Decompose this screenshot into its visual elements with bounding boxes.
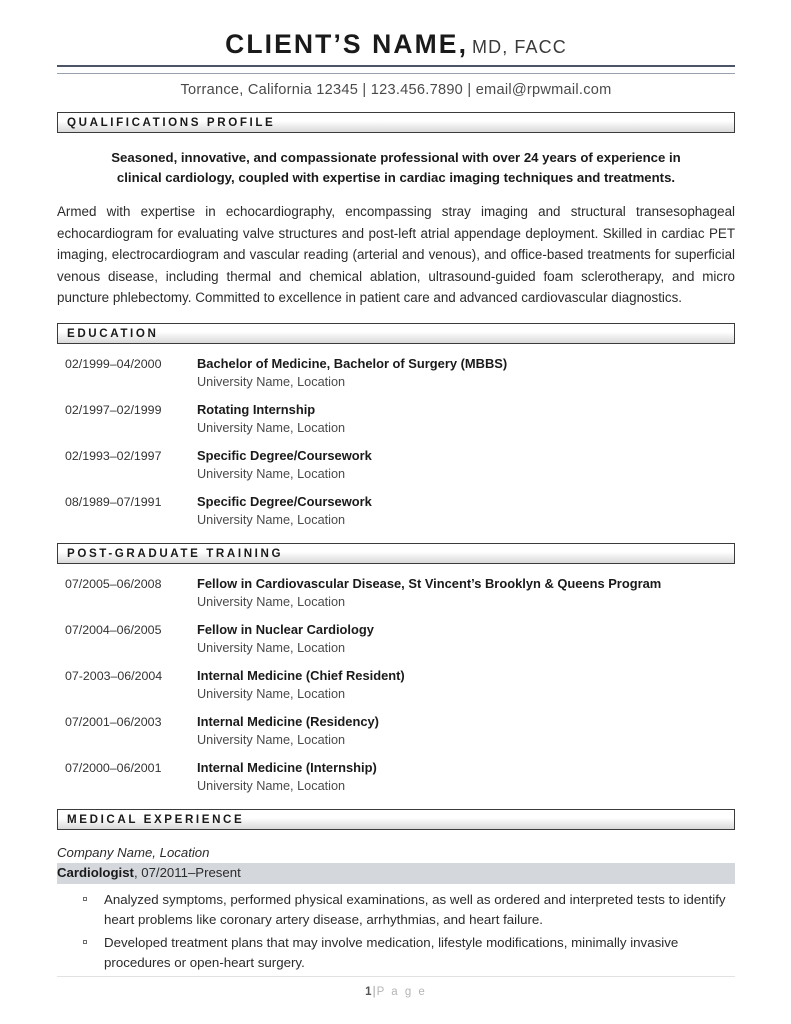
list-item	[57, 890, 735, 931]
entry-detail	[197, 493, 735, 529]
contact-line: Torrance, California 12345 | 123.456.7890 | email@rpwmail.com	[180, 82, 612, 98]
education-entry	[57, 401, 735, 437]
entry-detail	[197, 447, 735, 483]
entry-title: Internal Medicine (Residency)	[197, 713, 379, 729]
list-item	[57, 933, 735, 974]
entry-title: Specific Degree/Coursework	[197, 447, 372, 463]
entry-dates: 07/2004–06/2005	[65, 622, 162, 637]
section-title-qualifications: QUALIFICATIONS PROFILE	[67, 116, 276, 129]
entry-dates: 07-2003–06/2004	[65, 668, 163, 683]
resume-page	[57, 0, 735, 1024]
profile-body: Armed with expertise in echocardiography, encompassing stray imaging and structural transesophageal echocardiogram for evaluating valve structures and post-left atrial appendage deployment. Skilled in cardiac PET imaging, electrocardiogram and vascular reading (arterial and venous), and office-based treatments for superficial venous disease, including thermal and chemical ablation, ultrasound-guided foam sclerotherapy, and micro puncture phlebectomy. Committed to excellence in patient care and advanced cardiovascular diagnostics.	[57, 204, 735, 305]
section-header-post-graduate	[57, 543, 735, 564]
entry-detail	[197, 667, 735, 703]
post-graduate-entries	[57, 575, 735, 795]
entry-subtitle: University Name, Location	[197, 466, 346, 481]
education-entry	[57, 447, 735, 483]
post-graduate-entry	[57, 667, 735, 703]
entry-dates: 02/1999–04/2000	[65, 356, 162, 371]
square-bullet-icon	[83, 940, 87, 944]
bullet-text: Developed treatment plans that may involve medication, lifestyle modifications, minimally invasive procedures or open-heart surgery.	[104, 934, 679, 970]
entry-dates: 07/2005–06/2008	[65, 576, 162, 591]
entry-title: Specific Degree/Coursework	[197, 493, 372, 509]
section-header-experience	[57, 809, 735, 830]
entry-subtitle: University Name, Location	[197, 640, 346, 655]
role-dates: , 07/2011–Present	[133, 864, 241, 880]
entry-title: Bachelor of Medicine, Bachelor of Surgery (MBBS)	[197, 355, 508, 371]
education-entry	[57, 355, 735, 391]
entry-dates: 02/1997–02/1999	[65, 402, 162, 417]
post-graduate-entry	[57, 713, 735, 749]
post-graduate-entry	[57, 575, 735, 611]
role-title: Cardiologist	[57, 864, 134, 880]
entry-subtitle: University Name, Location	[197, 374, 346, 389]
post-graduate-entry	[57, 621, 735, 657]
footer-page-number: 1	[365, 986, 372, 998]
entry-subtitle: University Name, Location	[197, 732, 346, 747]
post-graduate-entry	[57, 759, 735, 795]
client-name: CLIENT’S NAME,	[225, 29, 469, 59]
entry-title: Internal Medicine (Chief Resident)	[197, 667, 405, 683]
entry-detail	[197, 575, 735, 611]
entry-subtitle: University Name, Location	[197, 686, 346, 701]
entry-title: Internal Medicine (Internship)	[197, 759, 377, 775]
page-footer	[57, 982, 735, 1000]
role-band	[57, 863, 735, 884]
section-header-qualifications	[57, 112, 735, 133]
page-title	[57, 0, 735, 60]
section-title-experience: MEDICAL EXPERIENCE	[67, 812, 245, 826]
entry-detail	[197, 355, 735, 391]
entry-dates: 07/2001–06/2003	[65, 714, 162, 729]
footer-page-label: P a g e	[376, 986, 427, 998]
entry-subtitle: University Name, Location	[197, 594, 346, 609]
entry-detail	[197, 401, 735, 437]
entry-title: Rotating Internship	[197, 401, 316, 417]
square-bullet-icon	[83, 897, 87, 901]
section-header-education	[57, 323, 735, 344]
entry-title: Fellow in Cardiovascular Disease, St Vincent’s Brooklyn & Queens Program	[197, 575, 662, 591]
entry-subtitle: University Name, Location	[197, 512, 346, 527]
header-divider	[57, 65, 735, 74]
experience-bullets	[57, 890, 735, 974]
company-name: Company Name, Location	[57, 844, 210, 860]
footer-separator: |	[372, 986, 376, 998]
client-credentials: MD, FACC	[472, 37, 567, 57]
entry-detail	[197, 713, 735, 749]
experience-block	[57, 844, 735, 974]
entry-dates: 07/2000–06/2001	[65, 760, 162, 775]
bullet-text: Analyzed symptoms, performed physical examinations, as well as ordered and interpreted tests to identify heart problems like coronary artery disease, arrhythmias, and heart failure.	[104, 891, 726, 927]
profile-highlight: Seasoned, innovative, and compassionate professional with over 24 years of experience in clinical cardiology, coupled with expertise in cardiac imaging techniques and treatments.	[111, 150, 681, 185]
entry-subtitle: University Name, Location	[197, 778, 346, 793]
education-entries	[57, 355, 735, 529]
section-title-education: EDUCATION	[67, 326, 159, 340]
footer-divider	[57, 976, 735, 977]
entry-detail	[197, 759, 735, 795]
entry-title: Fellow in Nuclear Cardiology	[197, 621, 374, 637]
entry-detail	[197, 621, 735, 657]
entry-dates: 08/1989–07/1991	[65, 494, 162, 509]
education-entry	[57, 493, 735, 529]
entry-dates: 02/1993–02/1997	[65, 448, 162, 463]
entry-subtitle: University Name, Location	[197, 420, 346, 435]
section-title-post-graduate: POST-GRADUATE TRAINING	[67, 546, 284, 560]
